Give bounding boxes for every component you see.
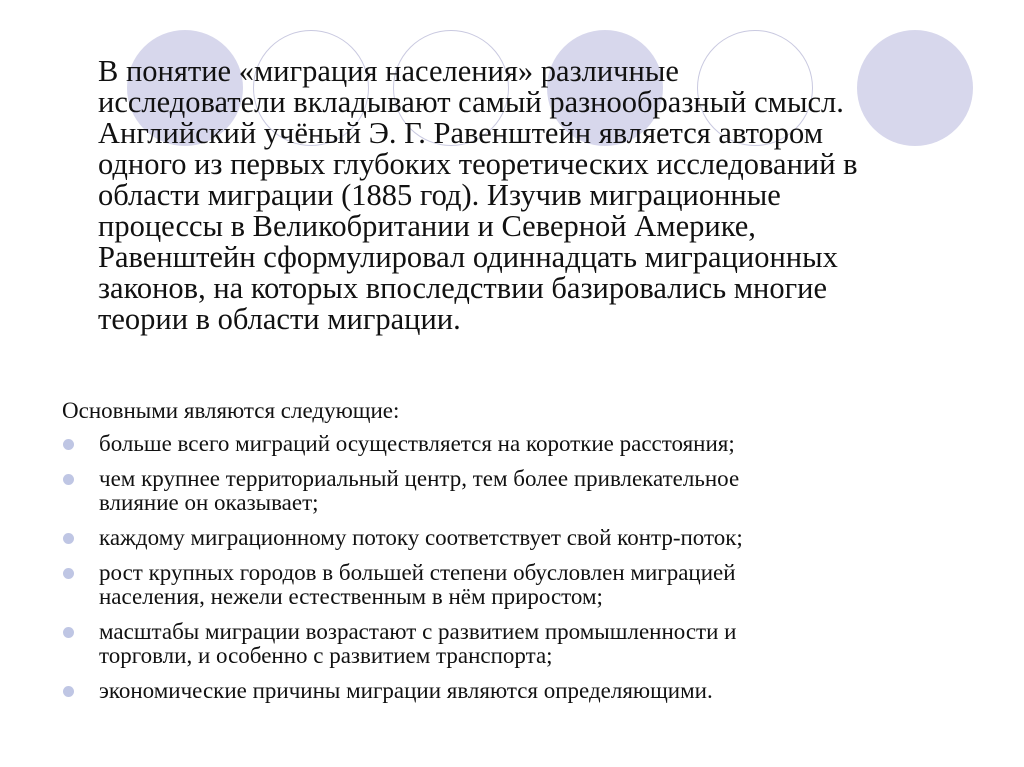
bullet-icon xyxy=(63,533,74,544)
list-heading: Основными являются следующие: xyxy=(62,398,400,423)
list-item xyxy=(62,432,962,456)
list-item-text: рост крупных городов в большей степени обусловлен миграцией xyxy=(99,560,736,585)
list-item xyxy=(62,620,962,668)
bullet-icon xyxy=(63,686,74,697)
list-item-text: чем крупнее территориальный центр, тем более привлекательное xyxy=(99,466,740,491)
bullet-icon xyxy=(63,474,74,485)
intro-line: В понятие «миграция населения» различные xyxy=(98,54,679,88)
intro-line: теории в области миграции. xyxy=(98,302,461,336)
intro-line: Равенштейн сформулировал одиннадцать миграционных xyxy=(98,240,838,274)
intro-line: одного из первых глубоких теоретических исследований в xyxy=(98,147,858,181)
bullet-icon xyxy=(63,568,74,579)
intro-line: области миграции (1885 год). Изучив миграционные xyxy=(98,178,781,212)
intro-line: законов, на которых впоследствии базировались многие xyxy=(98,271,827,305)
list-item xyxy=(62,467,962,515)
laws-list xyxy=(62,432,962,714)
list-item-text: больше всего миграций осуществляется на короткие расстояния; xyxy=(99,431,735,456)
list-item-text: населения, нежели естественным в нём приростом; xyxy=(99,584,603,609)
intro-line: процессы в Великобритании и Северной Америке, xyxy=(98,209,756,243)
list-item xyxy=(62,526,962,550)
list-item-text: влияние он оказывает; xyxy=(99,490,319,515)
bullet-icon xyxy=(63,439,74,450)
bullet-icon xyxy=(63,627,74,638)
intro-line: исследователи вкладывают самый разнообразный смысл. xyxy=(98,85,844,119)
list-item-text: масштабы миграции возрастают с развитием промышленности и xyxy=(99,619,737,644)
intro-paragraph xyxy=(98,56,966,335)
list-item-text: торговли, и особенно с развитием транспорта; xyxy=(99,643,553,668)
list-item xyxy=(62,679,962,703)
intro-line: Английский учёный Э. Г. Равенштейн является автором xyxy=(98,116,824,150)
list-item-text: экономические причины миграции являются определяющими. xyxy=(99,678,713,703)
list-item-text: каждому миграционному потоку соответствует свой контр-поток; xyxy=(99,525,743,550)
list-item xyxy=(62,561,962,609)
